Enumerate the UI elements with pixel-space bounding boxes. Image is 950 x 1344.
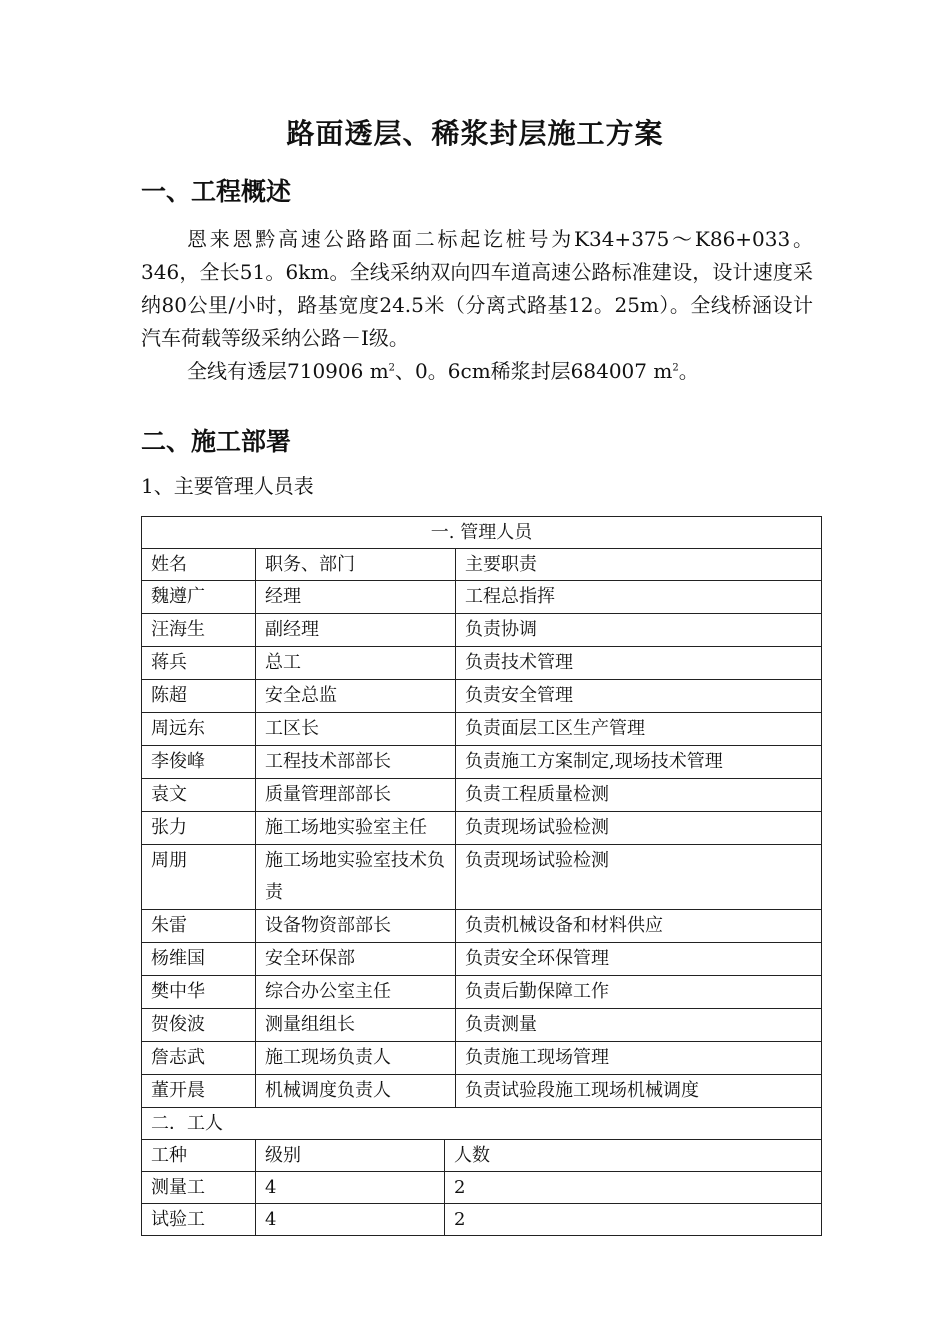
- column-header-duty: 主要职责: [456, 549, 822, 581]
- manager-duty-cell: 负责工程质量检测: [456, 779, 822, 812]
- manager-row: [142, 845, 822, 910]
- manager-row: [142, 713, 822, 746]
- manager-row: [142, 746, 822, 779]
- manager-position-cell: 工程技术部部长: [256, 746, 456, 779]
- worker-level-cell: 级别: [256, 1140, 445, 1172]
- manager-duty-cell: 负责技术管理: [456, 647, 822, 680]
- worker-type-cell: 试验工: [142, 1204, 256, 1236]
- manager-row: [142, 581, 822, 614]
- worker-type-cell: 测量工: [142, 1172, 256, 1204]
- manager-name-cell: 周远东: [142, 713, 256, 746]
- manager-position-cell: 设备物资部部长: [256, 910, 456, 943]
- managers-header-cell: 一. 管理人员: [142, 517, 822, 549]
- manager-name-cell: 詹志武: [142, 1042, 256, 1075]
- manager-position-cell: 施工场地实验室技术负责: [256, 845, 456, 910]
- worker-row: [142, 1172, 822, 1204]
- manager-position-cell: 副经理: [256, 614, 456, 647]
- manager-name-cell: 张力: [142, 812, 256, 845]
- manager-position-cell: 施工现场负责人: [256, 1042, 456, 1075]
- manager-position-cell: 工区长: [256, 713, 456, 746]
- manager-name-cell: 蒋兵: [142, 647, 256, 680]
- worker-type-cell: 工种: [142, 1140, 256, 1172]
- manager-row: [142, 943, 822, 976]
- column-header-position: 职务、部门: [256, 549, 456, 581]
- managers-column-header-row: [142, 549, 822, 581]
- section-heading-overview: 一、工程概述: [141, 177, 292, 206]
- manager-row: [142, 910, 822, 943]
- quantity-text-1: 全线有透层710906 m: [187, 359, 389, 383]
- manager-row: [142, 1075, 822, 1108]
- worker-row: [142, 1204, 822, 1236]
- manager-name-cell: 李俊峰: [142, 746, 256, 779]
- manager-duty-cell: 负责协调: [456, 614, 822, 647]
- quantity-paragraph: [141, 355, 813, 388]
- manager-name-cell: 贺俊波: [142, 1009, 256, 1042]
- manager-position-cell: 安全总监: [256, 680, 456, 713]
- manager-name-cell: 汪海生: [142, 614, 256, 647]
- manager-duty-cell: 负责现场试验检测: [456, 845, 822, 910]
- manager-name-cell: 魏遵广: [142, 581, 256, 614]
- subheading-staff-table: 1、主要管理人员表: [141, 474, 314, 498]
- manager-name-cell: 董开晨: [142, 1075, 256, 1108]
- staff-table-body: [142, 517, 822, 1236]
- manager-name-cell: 樊中华: [142, 976, 256, 1009]
- workers-header-row: [142, 1108, 822, 1140]
- manager-duty-cell: 工程总指挥: [456, 581, 822, 614]
- manager-position-cell: 总工: [256, 647, 456, 680]
- manager-position-cell: 测量组组长: [256, 1009, 456, 1042]
- manager-position-cell: 机械调度负责人: [256, 1075, 456, 1108]
- quantity-text-2: 、0。6cm稀浆封层684007 m: [395, 359, 673, 383]
- page-title: 路面透层、稀浆封层施工方案: [286, 117, 664, 150]
- workers-column-header-row: [142, 1140, 822, 1172]
- section-heading-deployment: 二、施工部署: [141, 427, 292, 456]
- superscript-2: 2: [672, 362, 679, 374]
- manager-duty-cell: 负责现场试验检测: [456, 812, 822, 845]
- manager-duty-cell: 负责安全环保管理: [456, 943, 822, 976]
- manager-position-cell: 安全环保部: [256, 943, 456, 976]
- staff-table: [141, 516, 822, 1236]
- manager-row: [142, 779, 822, 812]
- manager-name-cell: 杨维国: [142, 943, 256, 976]
- managers-header-row: [142, 517, 822, 549]
- manager-duty-cell: 负责后勤保障工作: [456, 976, 822, 1009]
- manager-name-cell: 陈超: [142, 680, 256, 713]
- superscript-1: 2: [388, 362, 396, 374]
- manager-row: [142, 647, 822, 680]
- worker-level-cell: 4: [256, 1172, 445, 1204]
- manager-name-cell: 袁文: [142, 779, 256, 812]
- manager-position-cell: 经理: [256, 581, 456, 614]
- worker-count-cell: 2: [445, 1204, 822, 1236]
- manager-row: [142, 680, 822, 713]
- manager-duty-cell: 负责安全管理: [456, 680, 822, 713]
- manager-position-cell: 综合办公室主任: [256, 976, 456, 1009]
- overview-paragraph: 恩来恩黔高速公路路面二标起讫桩号为K34+375～K86+033。346，全长51。6km。全线采纳双向四车道高速公路标准建设，设计速度采纳80公里/小时，路基宽度24.5米（分离式路基12。25m）。全线桥涵设计汽车荷载等级采纳公路－Ⅰ级。: [141, 227, 813, 350]
- manager-position-cell: 施工场地实验室主任: [256, 812, 456, 845]
- worker-count-cell: 人数: [445, 1140, 822, 1172]
- manager-duty-cell: 负责试验段施工现场机械调度: [456, 1075, 822, 1108]
- manager-position-cell: 质量管理部部长: [256, 779, 456, 812]
- manager-row: [142, 1042, 822, 1075]
- manager-row: [142, 614, 822, 647]
- manager-row: [142, 1009, 822, 1042]
- worker-count-cell: 2: [445, 1172, 822, 1204]
- workers-header-cell: 二．工人: [142, 1108, 822, 1140]
- manager-row: [142, 812, 822, 845]
- quantity-text-3: 。: [678, 359, 699, 383]
- manager-duty-cell: 负责机械设备和材料供应: [456, 910, 822, 943]
- manager-name-cell: 朱雷: [142, 910, 256, 943]
- manager-duty-cell: 负责施工方案制定,现场技术管理: [456, 746, 822, 779]
- manager-duty-cell: 负责施工现场管理: [456, 1042, 822, 1075]
- manager-row: [142, 976, 822, 1009]
- overview-text: [141, 223, 813, 388]
- column-header-name: 姓名: [142, 549, 256, 581]
- manager-duty-cell: 负责测量: [456, 1009, 822, 1042]
- manager-duty-cell: 负责面层工区生产管理: [456, 713, 822, 746]
- manager-name-cell: 周朋: [142, 845, 256, 910]
- worker-level-cell: 4: [256, 1204, 445, 1236]
